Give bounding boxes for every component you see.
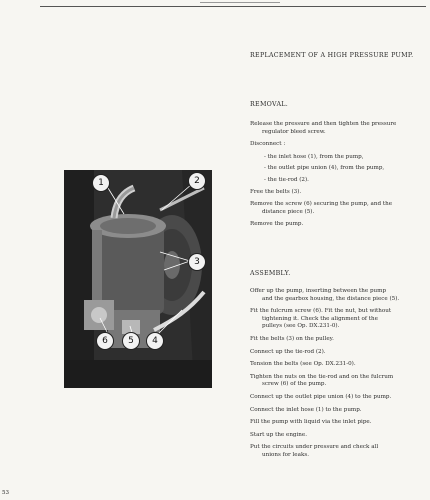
removal-steps: [250, 121, 430, 234]
assembly-step: Tension the belts (see Op. DX.231-0).: [250, 361, 356, 368]
assembly-step: Start up the engine.: [250, 431, 307, 438]
assembly-step: Offer up the pump, inserting between the pump and the gearbox housing, the distance piece (5).: [250, 288, 400, 302]
callout-1: 1: [92, 174, 110, 192]
pump-illustration: [64, 170, 212, 388]
assembly-step: Fill the pump with liquid via the inlet pipe.: [250, 419, 372, 426]
removal-heading: REMOVAL.: [250, 101, 289, 108]
removal-step: Disconnect :: [250, 141, 286, 148]
callout-3: 3: [188, 253, 206, 271]
header-rule: [40, 6, 426, 7]
page-title: REPLACEMENT OF A HIGH PRESSURE PUMP.: [250, 52, 414, 59]
disconnect-item: - the outlet pipe union (4), from the pump,: [264, 165, 385, 172]
removal-step: Remove the pump.: [250, 221, 304, 228]
disconnect-item: - the inlet hose (1), from the pump,: [264, 153, 364, 160]
removal-step: Remove the screw (6) securing the pump, and the distance piece (5).: [250, 201, 392, 215]
removal-step: Free the belts (3).: [250, 188, 302, 195]
removal-step: Release the pressure and then tighten the pressure regulator bleed screw.: [250, 121, 397, 135]
assembly-steps: [250, 288, 430, 465]
pump-photo: [64, 170, 212, 388]
callout-2: 2: [188, 172, 206, 190]
assembly-step: Tighten the nuts on the tie-rod and on the fulcrum screw (6) of the pump.: [250, 373, 394, 388]
callout-5: 5: [122, 332, 140, 350]
assembly-step: Put the circuits under pressure and check all unions for leaks.: [250, 444, 379, 458]
callout-6: 6: [96, 332, 114, 350]
assembly-step: Fit the belts (3) on the pulley.: [250, 335, 334, 342]
disconnect-item: - the tie-rod (2).: [264, 176, 309, 183]
assembly-step: Fit the fulcrum screw (6). Fit the nut, but without tightening it. Check the alignment of the pulleys (see Op. DX.231-0).: [250, 308, 392, 330]
page-number: 53: [2, 490, 9, 496]
header-rule-faint: [200, 2, 280, 3]
assembly-heading: ASSEMBLY.: [250, 270, 291, 277]
assembly-step: Connect up the outlet pipe union (4) to the pump.: [250, 393, 392, 400]
callout-4: 4: [146, 332, 164, 350]
assembly-step: Connect up the tie-rod (2).: [250, 348, 326, 355]
assembly-step: Connect the inlet hose (1) to the pump.: [250, 406, 362, 413]
